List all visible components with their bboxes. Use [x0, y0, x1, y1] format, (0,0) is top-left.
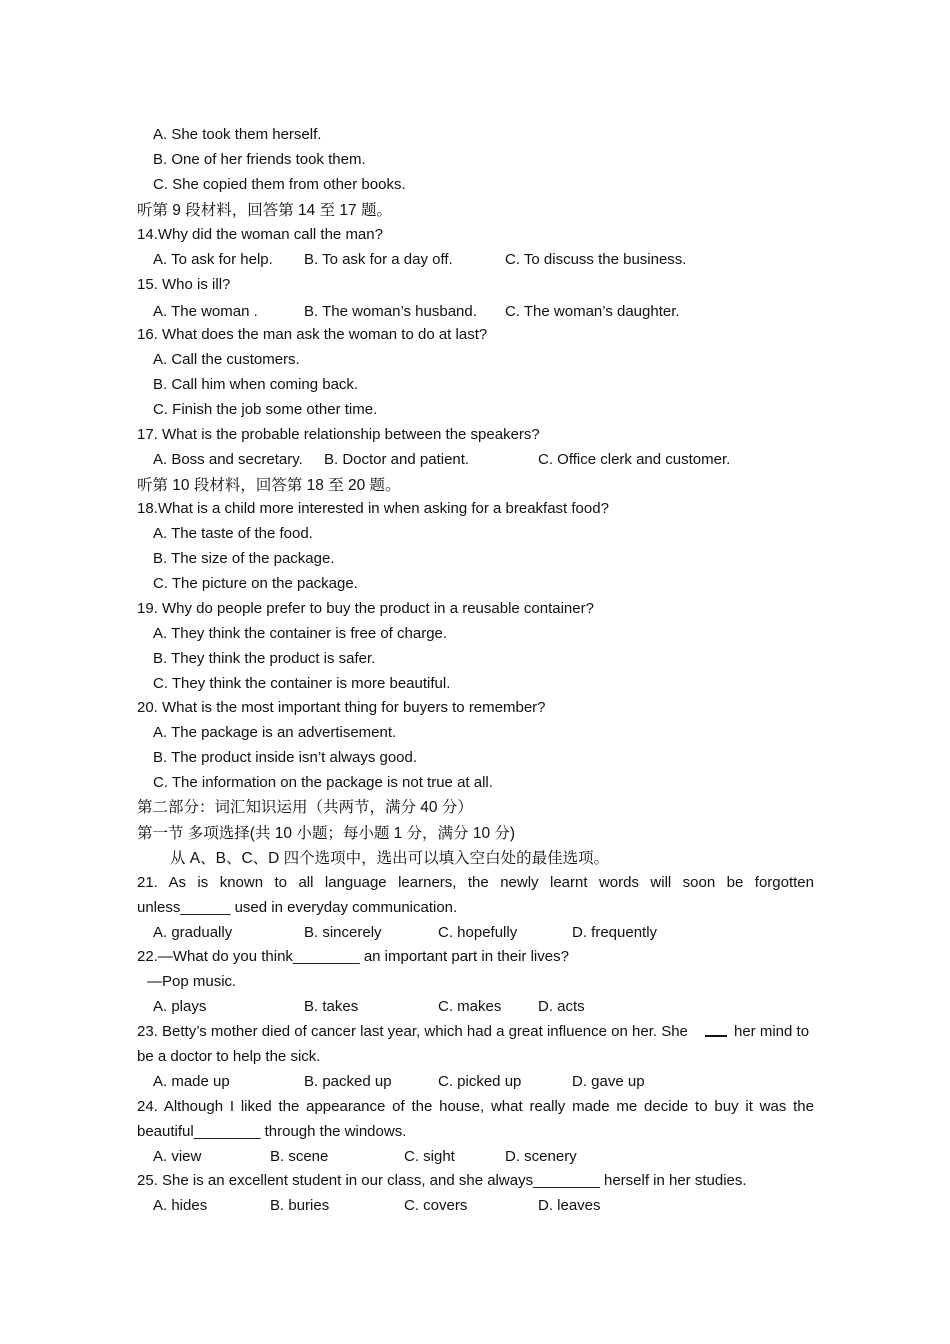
q22-option-c: C. makes — [438, 998, 502, 1015]
q24-option-a: A. view — [153, 1148, 202, 1165]
q15-option-c: C. The woman’s daughter. — [505, 303, 680, 320]
q23-line1-pre: 23. Betty’s mother died of cancer last year, which had a great influence on her. She — [137, 1023, 688, 1040]
q23-option-c: C. picked up — [438, 1073, 522, 1090]
q19-option-a: A. They think the container is free of charge. — [153, 625, 448, 642]
q22-option-d: D. acts — [538, 998, 585, 1015]
q24-option-c: C. sight — [404, 1148, 455, 1165]
q24-line1: 24. Although I liked the appearance of the house, what really made me decide to buy it was the — [137, 1098, 814, 1115]
q23-option-a: A. made up — [153, 1073, 230, 1090]
q22-stem: 22.—What do you think________ an important part in their lives? — [137, 948, 569, 965]
q19-option-c: C. They think the container is more beautiful. — [153, 675, 451, 692]
q21-option-d: D. frequently — [572, 924, 658, 941]
q25-option-b: B. buries — [270, 1197, 330, 1214]
q13-option-a: A. She took them herself. — [153, 126, 322, 143]
q20-option-c: C. The information on the package is not true at all. — [153, 774, 493, 791]
q20-stem: 20. What is the most important thing for buyers to remember? — [137, 699, 546, 716]
q22-reply: —Pop music. — [147, 973, 237, 990]
q17-option-c: C. Office clerk and customer. — [538, 451, 731, 468]
q23-option-b: B. packed up — [304, 1073, 392, 1090]
q23-line2: be a doctor to help the sick. — [137, 1048, 321, 1065]
q18-option-b: B. The size of the package. — [153, 550, 335, 567]
q15-option-a: A. The woman . — [153, 303, 258, 320]
q19-option-b: B. They think the product is safer. — [153, 650, 376, 667]
q18-option-c: C. The picture on the package. — [153, 575, 358, 592]
q13-option-b: B. One of her friends took them. — [153, 151, 366, 168]
q15-stem: 15. Who is ill? — [137, 276, 231, 293]
q16-option-a: A. Call the customers. — [153, 351, 300, 368]
q22-option-b: B. takes — [304, 998, 359, 1015]
q16-option-c: C. Finish the job some other time. — [153, 401, 378, 418]
q14-option-a: A. To ask for help. — [153, 251, 273, 268]
q17-option-b: B. Doctor and patient. — [324, 451, 470, 468]
q21-option-b: B. sincerely — [304, 924, 382, 941]
q23-line1-post: her mind to — [734, 1023, 810, 1040]
q21-option-c: C. hopefully — [438, 924, 518, 941]
part2-instruction: 从 A、B、C、D 四个选项中，选出可以填入空白处的最佳选项。 — [170, 850, 610, 867]
q17-option-a: A. Boss and secretary. — [153, 451, 303, 468]
q25-option-a: A. hides — [153, 1197, 208, 1214]
q21-option-a: A. gradually — [153, 924, 233, 941]
q14-stem: 14.Why did the woman call the man? — [137, 226, 383, 243]
q13-option-c: C. She copied them from other books. — [153, 176, 406, 193]
q17-stem: 17. What is the probable relationship between the speakers? — [137, 426, 540, 443]
q22-option-a: A. plays — [153, 998, 207, 1015]
q24-line2: beautiful________ through the windows. — [137, 1123, 407, 1140]
q23-blank — [705, 1023, 727, 1042]
section10-heading: 听第 10 段材料，回答第 18 至 20 题。 — [137, 477, 401, 494]
q25-stem: 25. She is an excellent student in our class, and she always________ herself in her studies. — [137, 1172, 747, 1189]
q18-stem: 18.What is a child more interested in when asking for a breakfast food? — [137, 500, 609, 517]
section9-heading: 听第 9 段材料，回答第 14 至 17 题。 — [137, 202, 392, 219]
q21-line2: unless______ used in everyday communication. — [137, 899, 458, 916]
q24-option-b: B. scene — [270, 1148, 329, 1165]
part2-heading: 第二部分：词汇知识运用（共两节，满分 40 分） — [137, 799, 473, 816]
q24-option-d: D. scenery — [505, 1148, 577, 1165]
q16-stem: 16. What does the man ask the woman to do at last? — [137, 326, 488, 343]
part2-section1-heading: 第一节 多项选择(共 10 小题；每小题 1 分，满分 10 分) — [137, 825, 516, 842]
q16-option-b: B. Call him when coming back. — [153, 376, 359, 393]
q23-option-d: D. gave up — [572, 1073, 645, 1090]
q15-option-b: B. The woman’s husband. — [304, 303, 477, 320]
q19-stem: 19. Why do people prefer to buy the product in a reusable container? — [137, 600, 594, 617]
q18-option-a: A. The taste of the food. — [153, 525, 313, 542]
q21-line1: 21. As is known to all language learners, the newly learnt words will soon be forgotten — [137, 874, 814, 891]
q25-option-c: C. covers — [404, 1197, 468, 1214]
q20-option-b: B. The product inside isn’t always good. — [153, 749, 418, 766]
q14-option-b: B. To ask for a day off. — [304, 251, 453, 268]
q20-option-a: A. The package is an advertisement. — [153, 724, 397, 741]
q25-option-d: D. leaves — [538, 1197, 601, 1214]
q14-option-c: C. To discuss the business. — [505, 251, 687, 268]
